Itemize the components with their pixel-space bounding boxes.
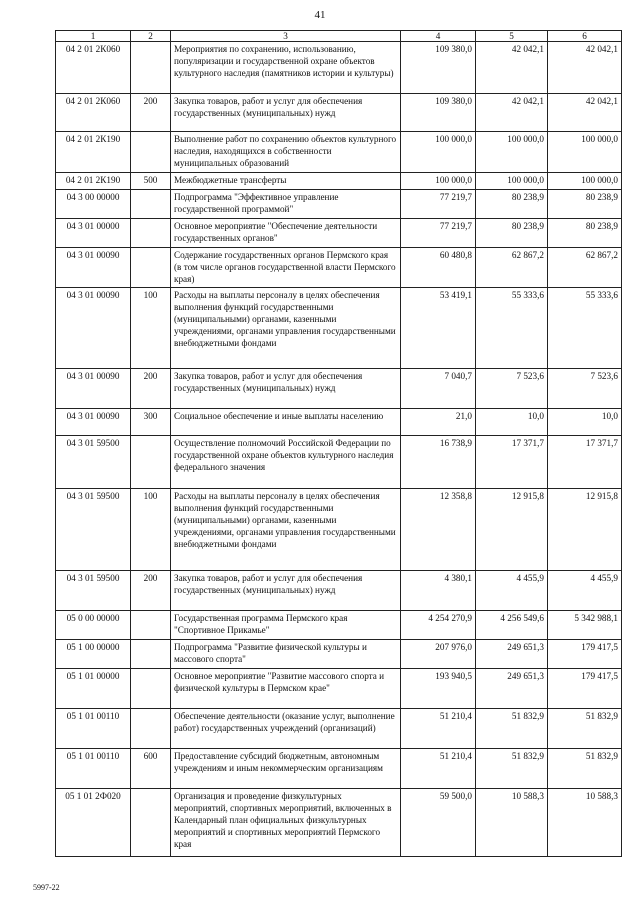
- table-row: [56, 288, 622, 369]
- table-row: [56, 42, 622, 94]
- code-cell: 04 2 01 2К190: [56, 132, 131, 173]
- value-2023-cell: 10,0: [476, 409, 548, 436]
- name-cell: Предоставление субсидий бюджетным, автономным учреждениям и иным некоммерческим организациям: [171, 749, 401, 789]
- code-cell: 04 2 01 2К060: [56, 42, 131, 94]
- type-cell: 200: [131, 571, 171, 611]
- table-row: [56, 749, 622, 789]
- code-cell: 05 1 01 00110: [56, 709, 131, 749]
- table-row: [56, 409, 622, 436]
- value-2024-cell: 80 238,9: [548, 218, 622, 247]
- type-cell: 200: [131, 369, 171, 409]
- name-cell: Выполнение работ по сохранению объектов культурного наследия, находящихся в собственности муниципальных образований: [171, 132, 401, 173]
- name-cell: Организация и проведение физкультурных мероприятий, спортивных мероприятий, включенных в Календарный план официальных физкультурных мероприятий и спортивных мероприятий Пермского края: [171, 789, 401, 857]
- header-cell-5: 5: [476, 31, 548, 42]
- value-2022-cell: 12 358,8: [401, 489, 476, 571]
- value-2024-cell: 10 588,3: [548, 789, 622, 857]
- table-row: [56, 571, 622, 611]
- type-cell: [131, 669, 171, 709]
- header-cell-1: 1: [56, 31, 131, 42]
- value-2022-cell: 59 500,0: [401, 789, 476, 857]
- value-2022-cell: 16 738,9: [401, 436, 476, 489]
- value-2023-cell: 62 867,2: [476, 247, 548, 288]
- budget-table: [55, 30, 622, 857]
- value-2023-cell: 80 238,9: [476, 189, 548, 218]
- value-2022-cell: 193 940,5: [401, 669, 476, 709]
- name-cell: Расходы на выплаты персоналу в целях обеспечения выполнения функций государственными (муниципальными) органами, казенными учреждениями, органами управления государственными внебюджетными фондами: [171, 489, 401, 571]
- value-2022-cell: 4 254 270,9: [401, 611, 476, 640]
- type-cell: [131, 611, 171, 640]
- table-row: [56, 189, 622, 218]
- table-row: [56, 489, 622, 571]
- value-2023-cell: 100 000,0: [476, 172, 548, 189]
- value-2022-cell: 100 000,0: [401, 132, 476, 173]
- type-cell: 500: [131, 172, 171, 189]
- value-2022-cell: 77 219,7: [401, 218, 476, 247]
- code-cell: 04 2 01 2К060: [56, 94, 131, 132]
- code-cell: 04 3 01 00090: [56, 369, 131, 409]
- type-cell: [131, 247, 171, 288]
- code-cell: 04 3 00 00000: [56, 189, 131, 218]
- code-cell: 04 2 01 2К190: [56, 172, 131, 189]
- name-cell: Государственная программа Пермского края "Спортивное Прикамье": [171, 611, 401, 640]
- name-cell: Осуществление полномочий Российской Федерации по государственной охране объектов культурного наследия федерального значения: [171, 436, 401, 489]
- value-2022-cell: 21,0: [401, 409, 476, 436]
- value-2024-cell: 10,0: [548, 409, 622, 436]
- name-cell: Закупка товаров, работ и услуг для обеспечения государственных (муниципальных) нужд: [171, 369, 401, 409]
- value-2023-cell: 249 651,3: [476, 669, 548, 709]
- type-cell: 100: [131, 288, 171, 369]
- type-cell: [131, 132, 171, 173]
- value-2022-cell: 4 380,1: [401, 571, 476, 611]
- value-2022-cell: 77 219,7: [401, 189, 476, 218]
- code-cell: 05 1 00 00000: [56, 640, 131, 669]
- name-cell: Расходы на выплаты персоналу в целях обеспечения выполнения функций государственными (муниципальными) органами, казенными учреждениями, органами управления государственными внебюджетными фондами: [171, 288, 401, 369]
- document-code: 5997-22: [33, 883, 60, 892]
- table-row: [56, 369, 622, 409]
- name-cell: Подпрограмма "Развитие физической культуры и массового спорта": [171, 640, 401, 669]
- value-2023-cell: 17 371,7: [476, 436, 548, 489]
- value-2022-cell: 207 976,0: [401, 640, 476, 669]
- value-2024-cell: 7 523,6: [548, 369, 622, 409]
- type-cell: [131, 218, 171, 247]
- type-cell: [131, 42, 171, 94]
- value-2023-cell: 51 832,9: [476, 749, 548, 789]
- value-2024-cell: 17 371,7: [548, 436, 622, 489]
- name-cell: Обеспечение деятельности (оказание услуг, выполнение работ) государственных учреждений (организаций): [171, 709, 401, 749]
- code-cell: 04 3 01 59500: [56, 571, 131, 611]
- value-2024-cell: 42 042,1: [548, 42, 622, 94]
- header-cell-6: 6: [548, 31, 622, 42]
- type-cell: 300: [131, 409, 171, 436]
- value-2022-cell: 51 210,4: [401, 749, 476, 789]
- type-cell: [131, 436, 171, 489]
- value-2024-cell: 55 333,6: [548, 288, 622, 369]
- value-2022-cell: 109 380,0: [401, 42, 476, 94]
- name-cell: Основное мероприятие "Обеспечение деятельности государственных органов": [171, 218, 401, 247]
- value-2024-cell: 42 042,1: [548, 94, 622, 132]
- header-cell-4: 4: [401, 31, 476, 42]
- value-2023-cell: 4 256 549,6: [476, 611, 548, 640]
- header-cell-2: 2: [131, 31, 171, 42]
- table-row: [56, 94, 622, 132]
- value-2024-cell: 5 342 988,1: [548, 611, 622, 640]
- table-row: [56, 709, 622, 749]
- value-2024-cell: 51 832,9: [548, 749, 622, 789]
- value-2022-cell: 7 040,7: [401, 369, 476, 409]
- name-cell: Содержание государственных органов Пермского края (в том числе органов государственной власти Пермского края): [171, 247, 401, 288]
- value-2024-cell: 12 915,8: [548, 489, 622, 571]
- value-2024-cell: 100 000,0: [548, 172, 622, 189]
- value-2022-cell: 109 380,0: [401, 94, 476, 132]
- value-2023-cell: 7 523,6: [476, 369, 548, 409]
- code-cell: 04 3 01 59500: [56, 489, 131, 571]
- table-row: [56, 611, 622, 640]
- table-row: [56, 218, 622, 247]
- value-2022-cell: 100 000,0: [401, 172, 476, 189]
- value-2022-cell: 60 480,8: [401, 247, 476, 288]
- value-2024-cell: 62 867,2: [548, 247, 622, 288]
- name-cell: Закупка товаров, работ и услуг для обеспечения государственных (муниципальных) нужд: [171, 94, 401, 132]
- type-cell: [131, 789, 171, 857]
- value-2023-cell: 10 588,3: [476, 789, 548, 857]
- code-cell: 04 3 01 59500: [56, 436, 131, 489]
- table-row: [56, 436, 622, 489]
- code-cell: 05 1 01 00000: [56, 669, 131, 709]
- name-cell: Подпрограмма "Эффективное управление государственной программой": [171, 189, 401, 218]
- table-row: [56, 132, 622, 173]
- value-2024-cell: 80 238,9: [548, 189, 622, 218]
- type-cell: [131, 189, 171, 218]
- type-cell: [131, 640, 171, 669]
- name-cell: Мероприятия по сохранению, использованию, популяризации и государственной охране объектов культурного наследия (памятников истории и культуры): [171, 42, 401, 94]
- value-2023-cell: 12 915,8: [476, 489, 548, 571]
- value-2022-cell: 53 419,1: [401, 288, 476, 369]
- value-2024-cell: 100 000,0: [548, 132, 622, 173]
- table-row: [56, 247, 622, 288]
- code-cell: 05 0 00 00000: [56, 611, 131, 640]
- header-cell-3: 3: [171, 31, 401, 42]
- table-row: [56, 172, 622, 189]
- type-cell: 600: [131, 749, 171, 789]
- value-2024-cell: 51 832,9: [548, 709, 622, 749]
- name-cell: Межбюджетные трансферты: [171, 172, 401, 189]
- code-cell: 05 1 01 00110: [56, 749, 131, 789]
- value-2022-cell: 51 210,4: [401, 709, 476, 749]
- code-cell: 04 3 01 00090: [56, 247, 131, 288]
- table-row: [56, 640, 622, 669]
- type-cell: [131, 709, 171, 749]
- value-2023-cell: 42 042,1: [476, 94, 548, 132]
- value-2023-cell: 80 238,9: [476, 218, 548, 247]
- code-cell: 04 3 01 00000: [56, 218, 131, 247]
- value-2024-cell: 4 455,9: [548, 571, 622, 611]
- header-row: [56, 31, 622, 42]
- value-2023-cell: 55 333,6: [476, 288, 548, 369]
- name-cell: Закупка товаров, работ и услуг для обеспечения государственных (муниципальных) нужд: [171, 571, 401, 611]
- value-2024-cell: 179 417,5: [548, 640, 622, 669]
- code-cell: 04 3 01 00090: [56, 409, 131, 436]
- name-cell: Основное мероприятие "Развитие массового спорта и физической культуры в Пермском крае": [171, 669, 401, 709]
- value-2023-cell: 4 455,9: [476, 571, 548, 611]
- value-2023-cell: 100 000,0: [476, 132, 548, 173]
- value-2023-cell: 51 832,9: [476, 709, 548, 749]
- value-2023-cell: 42 042,1: [476, 42, 548, 94]
- page-number: 41: [314, 9, 326, 21]
- table-row: [56, 789, 622, 857]
- code-cell: 05 1 01 2Ф020: [56, 789, 131, 857]
- value-2024-cell: 179 417,5: [548, 669, 622, 709]
- code-cell: 04 3 01 00090: [56, 288, 131, 369]
- table-row: [56, 669, 622, 709]
- type-cell: 100: [131, 489, 171, 571]
- name-cell: Социальное обеспечение и иные выплаты населению: [171, 409, 401, 436]
- type-cell: 200: [131, 94, 171, 132]
- value-2023-cell: 249 651,3: [476, 640, 548, 669]
